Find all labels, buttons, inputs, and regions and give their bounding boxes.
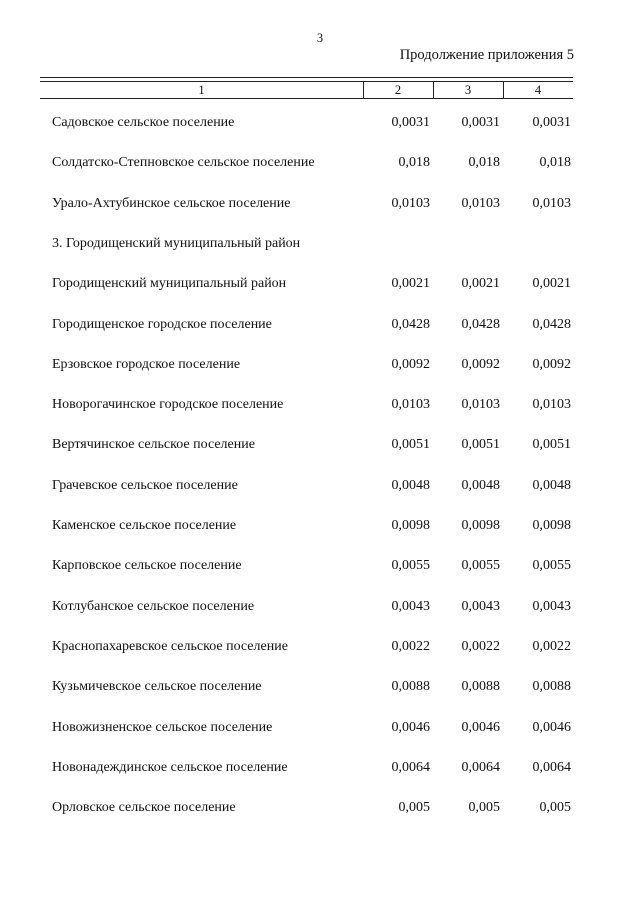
- settlement-name: Городищенский муниципальный район: [52, 276, 287, 292]
- table-row: [0, 624, 640, 664]
- value-col-4: 0,0103: [532, 397, 571, 413]
- value-col-2: 0,0031: [391, 115, 430, 130]
- header-col-1: 1: [198, 83, 205, 97]
- table-row: [0, 584, 640, 624]
- value-col-2: 0,018: [398, 155, 430, 171]
- value-col-4: 0,0048: [532, 477, 571, 493]
- value-col-3: 0,0088: [461, 679, 500, 695]
- value-col-3: 0,0103: [461, 195, 500, 211]
- value-col-2: 0,0046: [391, 719, 430, 735]
- value-col-2: 0,0064: [391, 759, 430, 775]
- value-col-2: 0,0022: [391, 638, 430, 654]
- value-col-3: 0,018: [468, 155, 500, 171]
- table-row: [0, 181, 640, 221]
- settlement-name: Каменское сельское поселение: [52, 518, 237, 533]
- value-col-3: 0,005: [468, 800, 500, 816]
- table-row: [0, 785, 640, 825]
- value-col-4: 0,0088: [532, 679, 571, 695]
- table-row: [0, 705, 640, 745]
- table-header-row: [40, 82, 573, 98]
- value-col-4: 0,018: [539, 155, 571, 171]
- value-col-2: 0,0021: [391, 276, 430, 292]
- table-row: [0, 422, 640, 462]
- table-row: [0, 463, 640, 503]
- value-col-4: 0,0055: [532, 558, 571, 574]
- table-row: [0, 100, 640, 140]
- settlement-name: 3. Городищенский муниципальный район: [52, 235, 301, 251]
- header-col-2: 2: [394, 83, 402, 97]
- value-col-3: 0,0092: [461, 356, 500, 372]
- settlement-name: Кузьмичевское сельское поселение: [52, 679, 262, 695]
- settlement-name: Новорогачинское городское поселение: [52, 397, 284, 413]
- value-col-4: 0,0021: [532, 276, 571, 292]
- value-col-4: 0,0098: [532, 518, 571, 533]
- value-col-3: 0,0064: [461, 759, 500, 775]
- value-col-4: 0,0022: [532, 638, 571, 654]
- value-col-2: 0,0048: [391, 477, 430, 493]
- table-row: [0, 745, 640, 785]
- settlement-name: Урало-Ахтубинское сельское поселение: [52, 195, 291, 211]
- value-col-3: 0,0428: [461, 316, 500, 332]
- value-col-4: 0,0092: [532, 356, 571, 372]
- value-col-2: 0,0043: [391, 598, 430, 614]
- settlement-name: Новожизненское сельское поселение: [52, 719, 273, 735]
- table-row: [0, 503, 640, 543]
- settlement-name: Краснопахаревское сельское поселение: [52, 638, 288, 654]
- continuation-label: Продолжение приложения 5: [399, 47, 574, 63]
- value-col-3: 0,0103: [461, 397, 500, 413]
- table-row: [0, 664, 640, 704]
- value-col-2: 0,0098: [391, 518, 430, 533]
- value-col-3: 0,0051: [461, 437, 500, 453]
- value-col-4: 0,0031: [532, 115, 571, 130]
- value-col-4: 0,0103: [532, 195, 571, 211]
- settlement-name: Новонадеждинское сельское поселение: [52, 759, 288, 775]
- value-col-2: 0,0103: [391, 397, 430, 413]
- header-col-4: 4: [534, 83, 542, 97]
- table-row: [0, 261, 640, 301]
- value-col-3: 0,0055: [461, 558, 500, 574]
- value-col-4: 0,005: [539, 800, 571, 816]
- table-header-bottom-border: [40, 98, 573, 99]
- value-col-3: 0,0043: [461, 598, 500, 614]
- value-col-3: 0,0021: [461, 276, 500, 292]
- value-col-4: 0,0428: [532, 316, 571, 332]
- table-top-border: [40, 77, 573, 78]
- settlement-name: Карповское сельское поселение: [52, 558, 242, 574]
- value-col-3: 0,0098: [461, 518, 500, 533]
- value-col-2: 0,0428: [391, 316, 430, 332]
- table-row: [0, 221, 640, 261]
- settlement-name: Котлубанское сельское поселение: [52, 598, 255, 614]
- value-col-3: 0,0048: [461, 477, 500, 493]
- settlement-name: Вертячинское сельское поселение: [52, 437, 255, 453]
- settlement-name: Грачевское сельское поселение: [52, 477, 238, 493]
- page-number: 3: [316, 31, 324, 45]
- table-row: [0, 382, 640, 422]
- settlement-name: Ерзовское городское поселение: [52, 356, 241, 372]
- value-col-4: 0,0051: [532, 437, 571, 453]
- value-col-3: 0,0031: [461, 115, 500, 130]
- settlement-name: Солдатско-Степновское сельское поселение: [52, 155, 315, 171]
- value-col-3: 0,0022: [461, 638, 500, 654]
- value-col-2: 0,0055: [391, 558, 430, 574]
- header-col-3: 3: [464, 83, 472, 97]
- table-row: [0, 342, 640, 382]
- settlement-name: Городищенское городское поселение: [52, 316, 272, 332]
- value-col-2: 0,0051: [391, 437, 430, 453]
- value-col-2: 0,005: [398, 800, 430, 816]
- value-col-2: 0,0088: [391, 679, 430, 695]
- value-col-2: 0,0092: [391, 356, 430, 372]
- value-col-4: 0,0043: [532, 598, 571, 614]
- value-col-4: 0,0064: [532, 759, 571, 775]
- table-row: [0, 302, 640, 342]
- value-col-3: 0,0046: [461, 719, 500, 735]
- value-col-4: 0,0046: [532, 719, 571, 735]
- value-col-2: 0,0103: [391, 195, 430, 211]
- table-row: [0, 140, 640, 180]
- table-row: [0, 543, 640, 583]
- settlement-name: Орловское сельское поселение: [52, 800, 236, 816]
- settlement-name: Садовское сельское поселение: [52, 115, 235, 130]
